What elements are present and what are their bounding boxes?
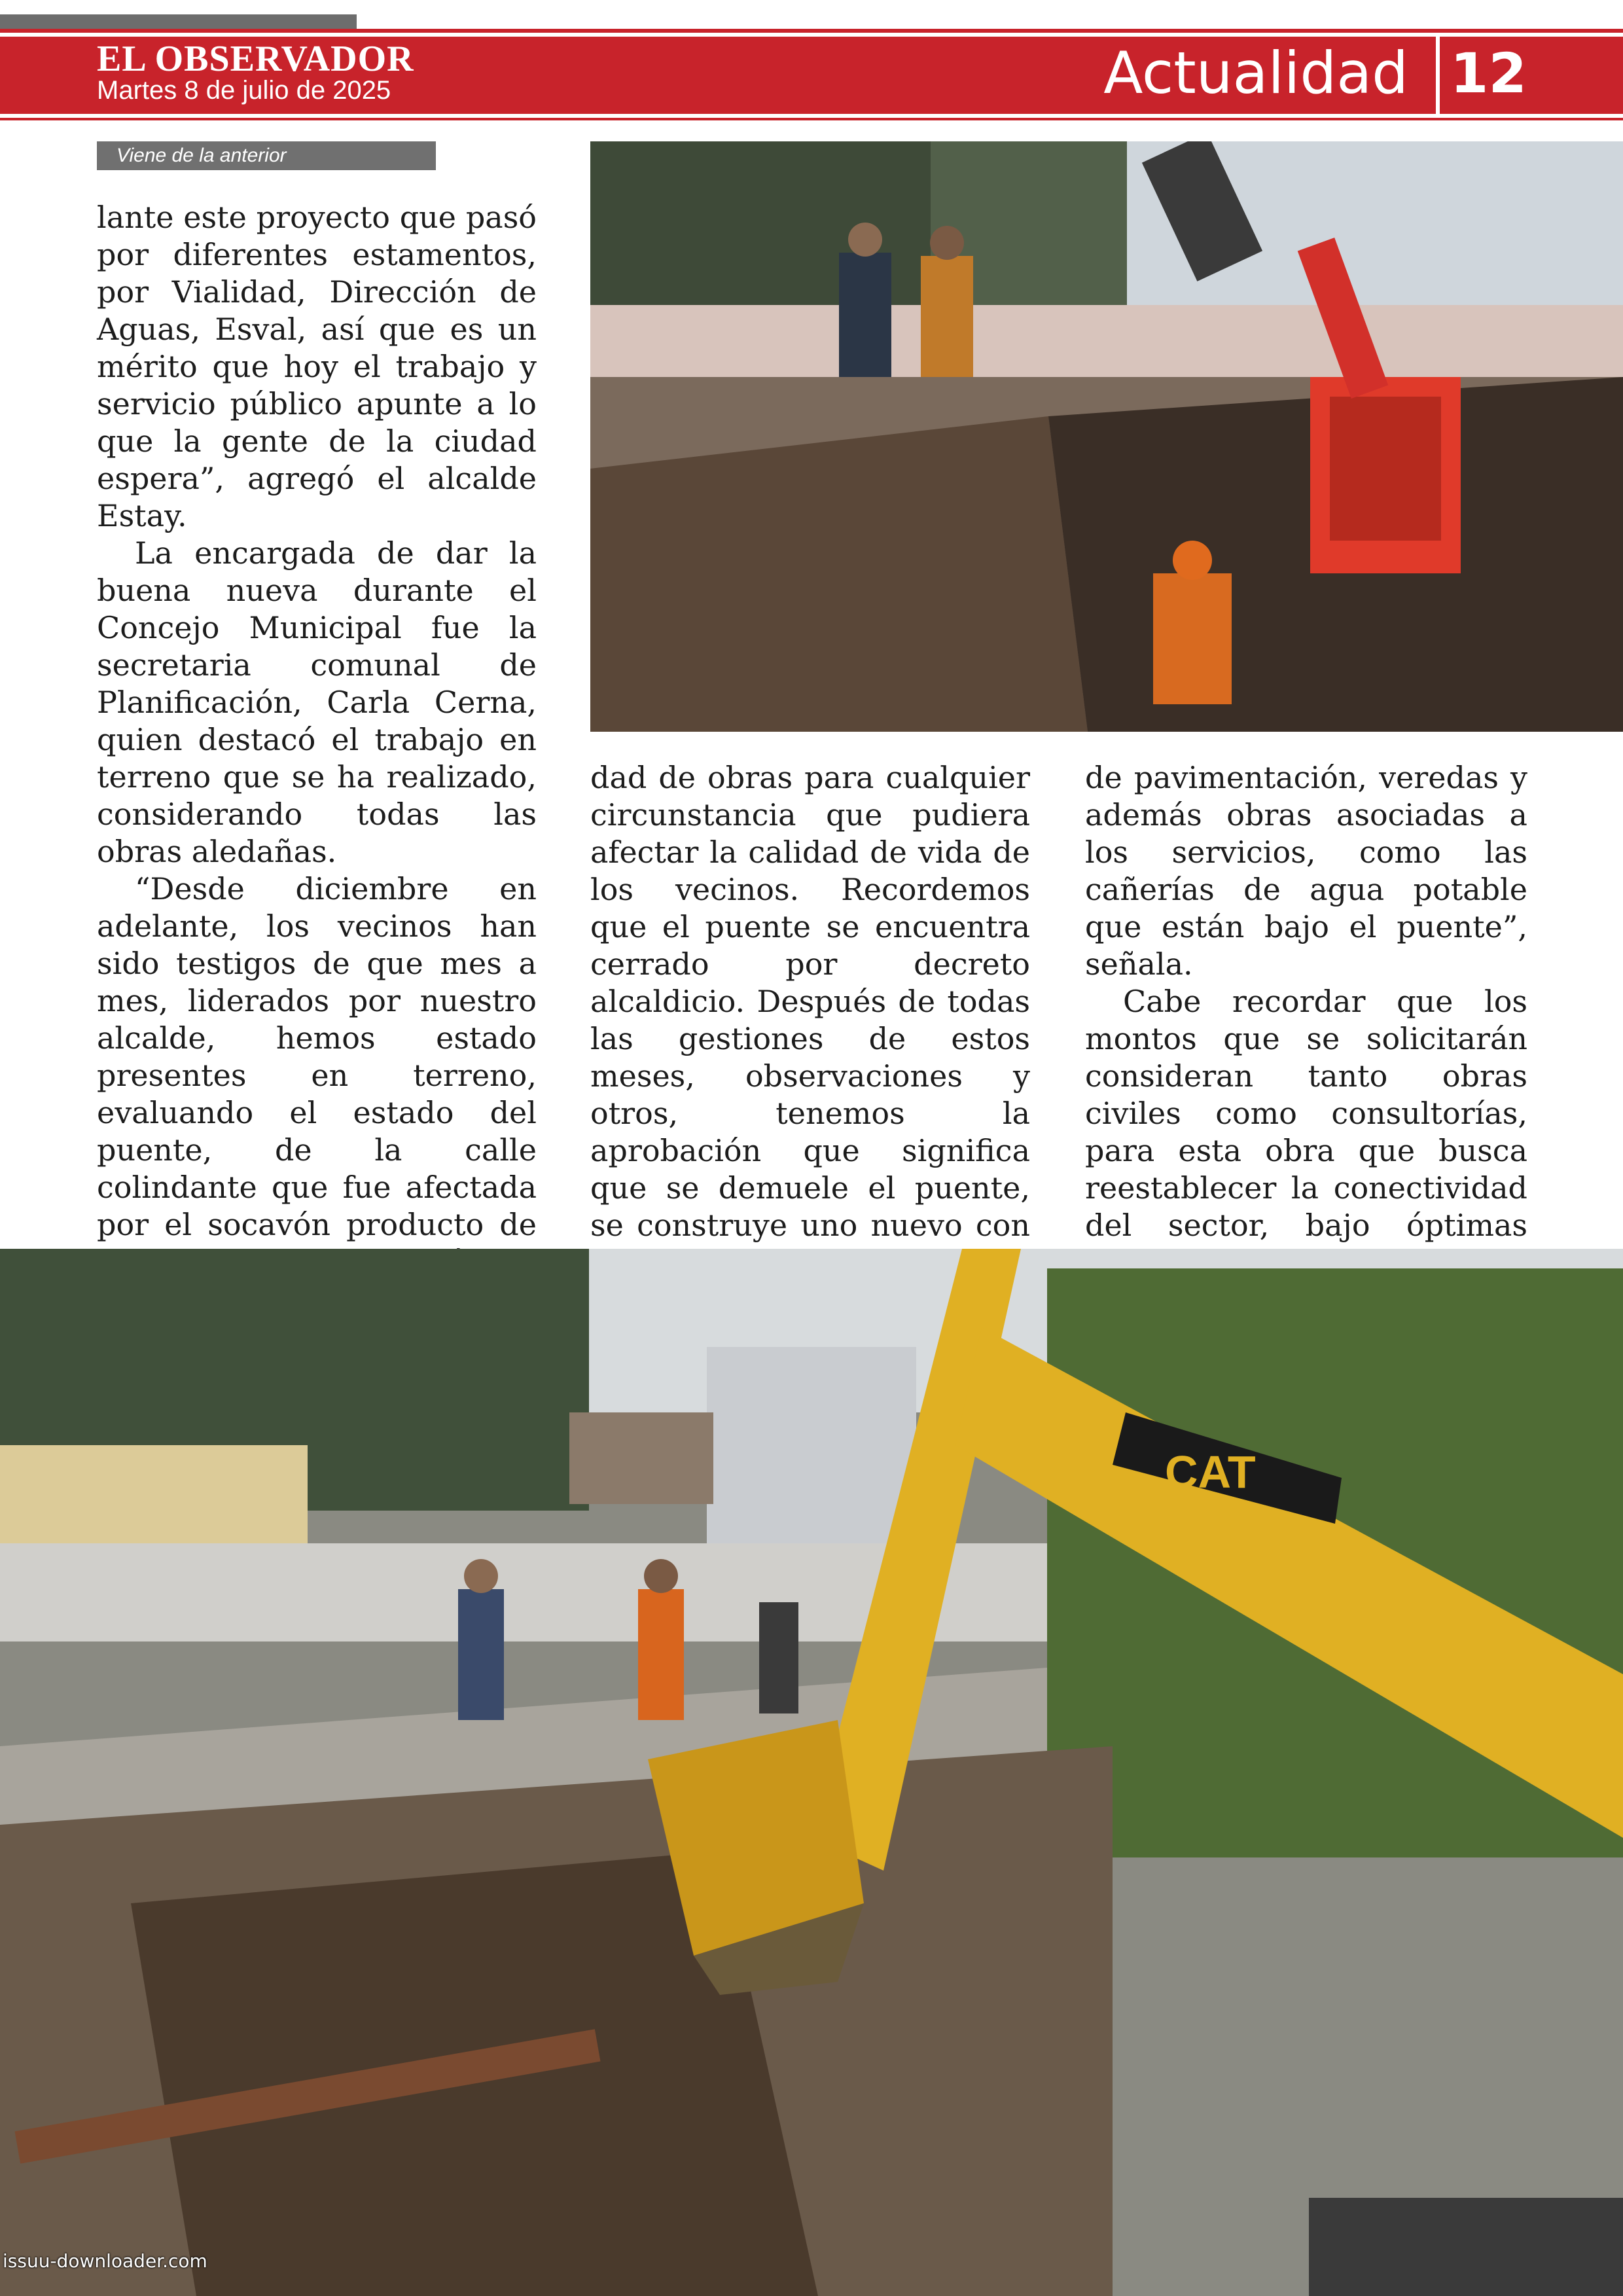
header-bottom-rule xyxy=(0,118,1623,120)
section-title: Actualidad xyxy=(1103,39,1408,107)
paragraph: dad de obras para cualquier circunstancia que pudiera afectar la calidad de vida de los vecinos. Recordemos que el puente se encuentra cerrado por decreto alcaldicio. Después de todas las gestiones de estos meses, observaciones y otros, tenemos la aprobación que significa que se demuele el puente, se construye uno nuevo con xyxy=(590,760,1030,1243)
article-column-1 xyxy=(97,199,537,1355)
paragraph: La encargada de dar la buena nueva durante el Concejo Municipal fue la secretaria comunal de Planificación, Carla Cerna, quien destacó el trabajo en terreno que se ha realizado, considerando todas las obras aledañas. xyxy=(97,535,537,869)
page-number: 12 xyxy=(1450,41,1527,105)
continuation-tag: Viene de la anterior xyxy=(97,141,436,170)
article-column-2 xyxy=(590,759,1030,1282)
cat-brand-logo: CAT xyxy=(1165,1446,1256,1498)
top-gray-bar xyxy=(0,14,357,29)
masthead-title: EL OBSERVADOR xyxy=(97,39,414,79)
watermark: issuu-downloader.com xyxy=(3,2250,207,2272)
header-divider xyxy=(1436,37,1440,114)
issue-date: Martes 8 de julio de 2025 xyxy=(97,76,391,105)
article-column-3 xyxy=(1085,759,1527,1282)
photo-cat-excavator-demolition xyxy=(0,1249,1623,2296)
photo-bridge-workers xyxy=(590,141,1623,732)
paragraph: “Desde diciembre en adelante, los vecinos han sido testigos de que mes a mes, liderados por nuestro alcalde, hemos estado presentes en terreno, evaluando el estado del puente, de la calle colindante que fue afectada por el socavón producto de xyxy=(97,871,537,1242)
paragraph: lante este proyecto que pasó por diferentes estamentos, por Vialidad, Dirección de Aguas, Esval, así que es un mérito que hoy el trabajo y servicio público apunte a lo que la gente de la ciudad espera”, agregó el alcalde Estay. xyxy=(97,200,537,533)
paragraph: Cabe recordar que los montos que se solicitarán consideran tanto obras civiles como consultorías, para esta obra que busca reestablecer la conectividad del sector, bajo óptimas xyxy=(1085,984,1527,1243)
paragraph: de pavimentación, veredas y además obras asociadas a los servicios, como las cañerías de agua potable que están bajo el puente”, señala. xyxy=(1085,760,1527,982)
top-red-rule xyxy=(0,29,1623,33)
